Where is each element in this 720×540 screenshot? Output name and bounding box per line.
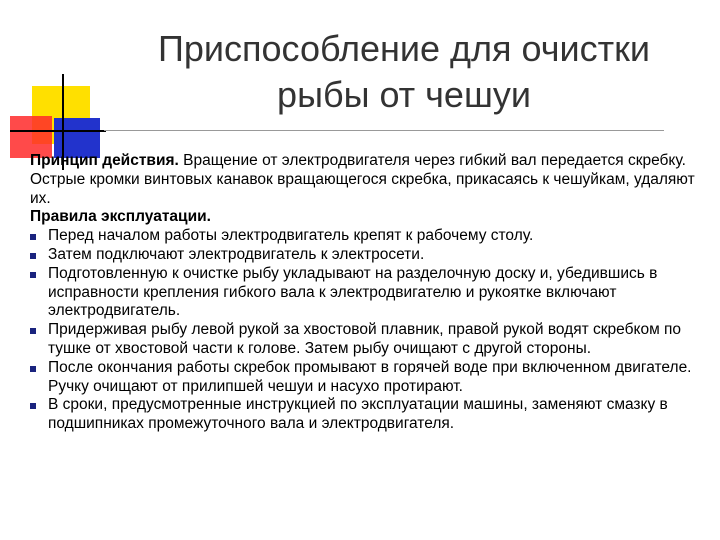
square-bullet-icon [30,234,36,240]
list-item [30,396,700,434]
square-bullet-icon [30,328,36,334]
list-item-text: Подготовленную к очистке рыбу укладывают на разделочную доску и, убедившись в исправности крепления гибкого вала к электродвигателю и рукоятке включают электродвигатель. [48,264,658,320]
rules-list [30,227,700,434]
slide-body [30,152,700,434]
square-bullet-icon [30,403,36,409]
title-underline [104,130,664,131]
square-bullet-icon [30,253,36,259]
principle-lead: Принцип действия. [30,152,179,169]
list-item [30,265,700,321]
list-item-text: Перед началом работы электродвигатель крепят к рабочему столу. [48,227,534,245]
list-item-text: После окончания работы скребок промывают в горячей воде при включенном двигателе. Ручку очищают от прилипшей чешуи и насухо протирают. [48,358,692,395]
list-item-text: Затем подключают электродвигатель к электросети. [48,245,425,263]
list-item [30,321,700,359]
list-item-text: В сроки, предусмотренные инструкцией по эксплуатации машины, заменяют смазку в подшипниках промежуточного вала и электродвигателя. [48,396,668,433]
decor-horizontal-line [10,130,106,132]
square-bullet-icon [30,272,36,278]
list-item [30,227,700,246]
list-item [30,359,700,397]
list-item-text: Придерживая рыбу левой рукой за хвостовой плавник, правой рукой водят скребком по тушке от хвостовой части к голове. Затем рыбу очищают с другой стороны. [48,321,682,357]
title-line-1: Приспособление для очистки [158,28,650,69]
principle-paragraph [30,152,700,208]
slide-title [104,26,704,118]
square-bullet-icon [30,366,36,372]
title-line-2: рыбы от чешуи [277,74,531,115]
list-item [30,246,700,265]
principle-text: Вращение от электродвигателя через гибкий вал передается скребку. Острые кромки винтовых канавок вращающегося скребка, прикасаясь к чешуйкам, удаляют их. [30,152,695,207]
rules-heading: Правила эксплуатации. [30,208,211,226]
